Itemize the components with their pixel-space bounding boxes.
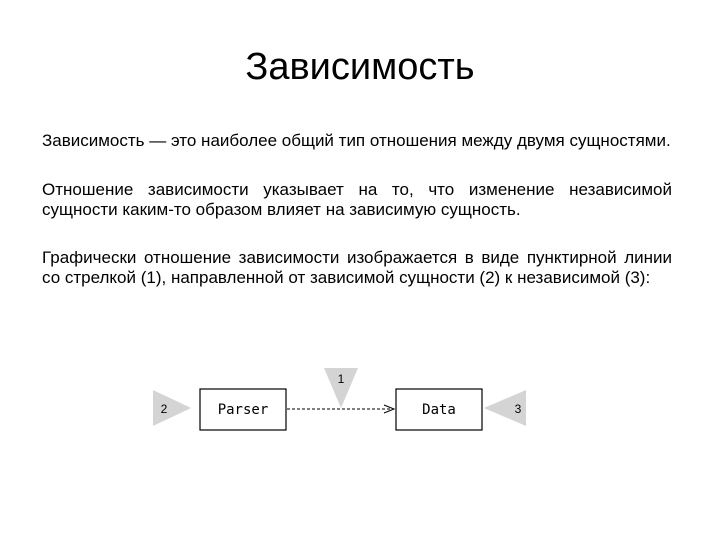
paragraph-notation: Графически отношение зависимости изображается в виде пунктирной линии со стрелкой (1), направленной от зависимой сущности (2) к независимой (3):	[42, 248, 672, 287]
marker-1-label: 1	[337, 372, 345, 386]
marker-2-triangle	[153, 390, 191, 426]
parser-box-label: Parser	[217, 402, 269, 418]
marker-2-label: 2	[160, 402, 168, 416]
paragraph-explanation: Отношение зависимости указывает на то, что изменение независимой сущности каким-то образом влияет на зависимую сущность.	[42, 180, 672, 219]
dependency-diagram	[150, 362, 550, 442]
paragraph-definition: Зависимость — это наиболее общий тип отношения между двумя сущностями.	[42, 131, 671, 150]
slide-title: Зависимость	[245, 46, 475, 88]
data-box-label: Data	[422, 402, 456, 418]
marker-3-label: 3	[514, 402, 522, 416]
